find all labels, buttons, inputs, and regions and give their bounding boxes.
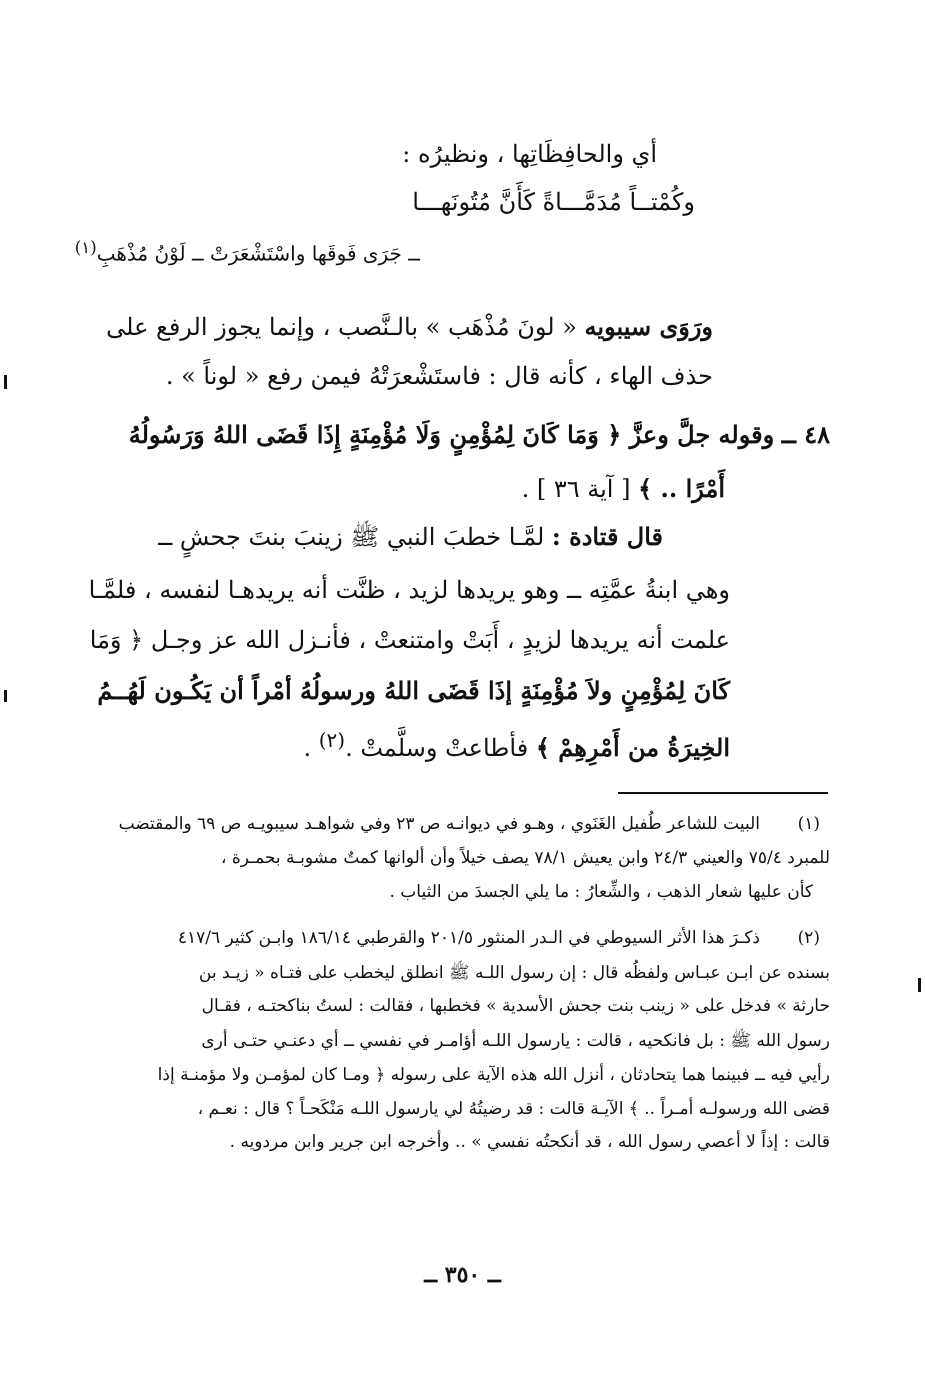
footnote-ref-1: (١)	[74, 238, 97, 257]
footnote-2-line-5: رأيي فيه ــ فبينما هما يتحادثان ، أنزل الله هذه الآية على رسوله ﴿ ومـا كان لمؤمـن ولا مؤمنـة إذا	[157, 1065, 830, 1085]
paragraph-3-line-1	[158, 522, 663, 557]
quran-verse-end: أَمْرًا .. ﴾	[638, 474, 725, 503]
footnote-separator	[618, 792, 828, 794]
paragraph-3-line-3: علمت أنه يريدها لزيدٍ ، أَبَتْ وامتنعتْ ، فأنـزل الله عز وجـل ﴿ وَمَا	[89, 626, 730, 654]
footnote-2-number: (٢)	[797, 928, 820, 948]
poem-intro: أي والحافِظَاتِها ، ونظيرُه :	[402, 140, 657, 168]
paragraph-3-line-2: وهي ابنةُ عمَّتِه ــ وهو يريدها لزيد ، ظنَّت أنه يريدهـا لنفسه ، فلمَّـا	[88, 576, 730, 604]
paragraph-1-line-2: حذف الهاء ، كأنه قال : فاستَشْعرَتْهُ فيمن رفع « لوناً » .	[165, 362, 713, 390]
entry-number: ٤٨ ــ	[781, 420, 830, 449]
footnote-1-line-2: للمبرد ٧٥/٤ والعيني ٢٤/٣ وابن يعيش ٧٨/١ يصف خيلاً وأن ألوانها كمتٌ مشوبـة بحمـرة ،	[220, 848, 830, 868]
verse-reference: [ آية ٣٦ ] .	[521, 475, 631, 503]
scan-edge-mark	[918, 978, 921, 992]
paragraph-3-closing: فأطاعتْ وسلَّمتْ .	[345, 734, 529, 762]
poem-verse-second-hemistich	[75, 238, 420, 266]
sibawayh-name: ورَوَى سيبويه	[584, 312, 713, 341]
footnote-2-line-1: ذكـرَ هذا الأثر السيوطي في الـدر المنثور ٢٠١/٥ والقرطبي ١٨٦/١٤ وابـن كثير ٤١٧/٦	[177, 928, 760, 948]
paragraph-1-line-1	[106, 312, 713, 341]
paragraph-3-line-5: الخِيرَةُ من أَمْرِهِمْ ﴾ فأطاعتْ وسلَّمتْ .$^{(٢)}$ .	[303, 728, 730, 762]
footnote-1-line-1: البيت للشاعر طُفيل الغَنَوي ، وهـو في ديوانـه ص ٢٣ وفي شواهـد سيبويـه ص ٦٩ والمقتضب	[118, 814, 760, 834]
verse2-text: ــ جَرَى فَوقَها واسْتَشْعَرَتْ ــ لَوْنُ مُذْهَبِ	[96, 241, 420, 266]
quran-verse-end-2: الخِيرَةُ من أَمْرِهِمْ ﴾	[535, 733, 730, 762]
footnote-2-line-6: قضى الله ورسولـه أمـراً .. ﴾ الآيـة قالت : قد رضيتُهُ لي يارسول اللـه مَنْكَحـاً ؟ قال : نعـم ،	[197, 1099, 830, 1119]
footnote-2-line-3: حارثة » فدخل على « زينب بنت جحش الأسدية » فخطبها ، فقالت : لستُ بناكحتـه ، فقـال	[201, 996, 830, 1016]
paragraph-2-line-2	[522, 474, 725, 503]
footnote-2-line-2: بسنده عن ابـن عبـاس ولفظُه قال : إن رسول اللـه ﷺ انطلق ليخطب على فتـاه « زيـد بن	[198, 963, 830, 983]
page-number: ــ ٣٥٠ ــ	[424, 1262, 501, 1288]
quran-verse-text: وقوله جلَّ وعزَّ ﴿ وَمَا كَانَ لِمُؤْمِنٍ وَلَا مُؤْمِنَةٍ إِذَا قَضَى اللهُ وَرَسُولُهُ	[128, 420, 775, 449]
paragraph-1-text: « لونَ مُذْهَب » بالـنَّصب ، وإنما يجوز الرفع على	[106, 313, 577, 341]
paragraph-3-text: لمَّـا خطبَ النبي ﷺ زينبَ بنتَ جحشٍ ــ	[158, 523, 545, 551]
footnote-2-line-4: رسول الله ﷺ : بل فانكحيه ، قالت : يارسول اللـه أؤامـر في نفسي ــ أي دعنـي حتـى أرى	[201, 1031, 830, 1051]
footnote-1-number: (١)	[797, 814, 820, 834]
footnote-2-line-7: قالت : إذاً لا أعصي رسول الله ، قد أنكحتُه نفسي » .. وأخرجه ابن جرير وابن مردويه .	[229, 1132, 830, 1152]
paragraph-2-line-1	[129, 420, 830, 449]
footnote-1-line-3: كأن عليها شعار الذهب ، والشِّعارُ : ما يلي الجسدَ من الثياب .	[389, 882, 813, 902]
footnote-ref-2: (٢)	[318, 728, 346, 752]
scan-edge-mark	[4, 375, 7, 389]
poem-verse-first-hemistich: وكُمْتــاً مُدَمَّـــاةً كَأَنَّ مُتُونَهـــا	[412, 188, 695, 216]
qatada-speaker: قال قتادة :	[551, 522, 663, 551]
paragraph-3-line-4: كَانَ لِمُؤْمِنٍ ولاَ مُؤْمِنَةٍ إذَا قَضَى اللهُ ورسولُهُ أمْراً أن يَكُـون لَهُــمُ	[97, 676, 730, 705]
scan-edge-mark	[4, 690, 7, 702]
